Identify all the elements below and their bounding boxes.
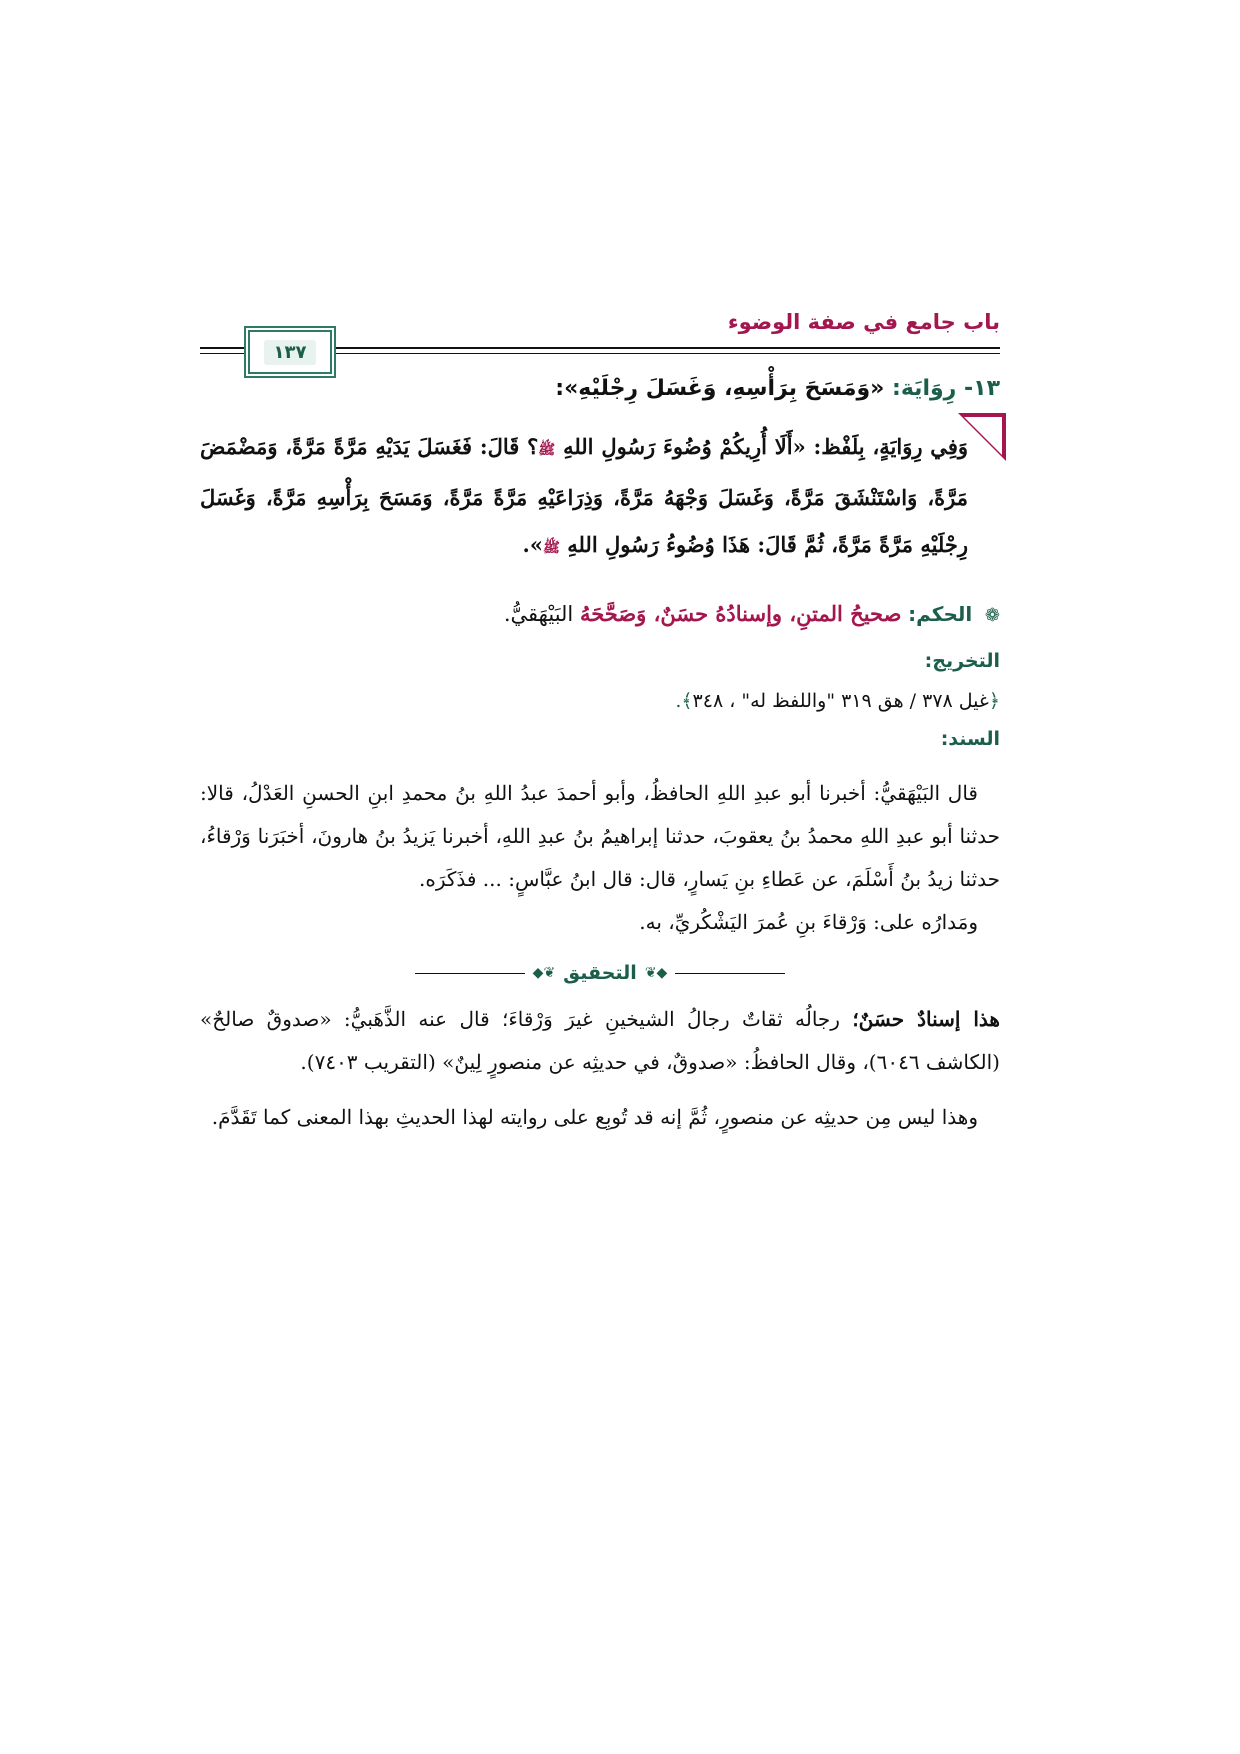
salawat-glyph-2: ﷺ <box>542 540 560 556</box>
page-number-frame <box>248 330 332 374</box>
tahqiq-para1-text: رجالُه ثقاتٌ رجالُ الشيخينِ غيرَ وَرْقاءَ؛ قال عنه الذَّهَبيُّ: «صدوقٌ صالحٌ» (الكاشف ٦٠٤٦)، وقال الحافظُ: «صدوقٌ، في حديثِه عن منصورٍ لِينٌ» (التقريب ٧٤٠٣). <box>200 1007 1000 1074</box>
hadith-text-end: ». <box>522 532 543 557</box>
hadith-text-block <box>200 423 1000 572</box>
bracket-open: ﴿ <box>988 690 1000 712</box>
book-page <box>200 280 1000 1139</box>
ruling-value: صحيحُ المتنِ، وإسنادُهُ حسَنٌ، وَصَحَّحَهُ <box>579 601 902 626</box>
ruling-label: الحكم: <box>908 602 973 626</box>
hadith-text <box>200 423 968 572</box>
takhrij-refs: غيل ٣٧٨ / هق ٣١٩ "واللفظ له" ، ٣٤٨ <box>692 690 989 712</box>
divider-ornament-icon: ◆❦ <box>644 965 668 981</box>
hadith-heading-label: رِوَايَة: <box>892 376 957 401</box>
sanad-heading: السند: <box>940 728 1000 750</box>
flower-ornament-icon: ❁ <box>984 605 1000 626</box>
ruling <box>200 594 1000 636</box>
divider-ornament-icon-2: ❦◆ <box>532 965 556 981</box>
hadith-heading-quote: «وَمَسَحَ بِرَأْسِهِ، وَغَسَلَ رِجْلَيْهِ»: <box>555 376 885 401</box>
corner-ornament-inner <box>964 417 1002 455</box>
bracket-close: ﴾. <box>675 690 693 712</box>
takhrij-text <box>200 690 1000 712</box>
hadith-text-part1: وَفِي رِوَايَةٍ، بِلَفْظ: «أَلَا أُرِيكُمْ وُضُوءَ رَسُولِ اللهِ <box>563 434 968 459</box>
ruling-by: البَيْهَقيُّ. <box>503 602 574 626</box>
page-header <box>200 280 1000 390</box>
madar-text: ومَدارُه على: وَرْقاءَ بنِ عُمرَ اليَشْكُريِّ، به. <box>639 910 978 934</box>
takhrij-heading: التخريج: <box>924 650 1000 672</box>
tahqiq-paragraph-1 <box>200 998 1000 1084</box>
hadith-number: ١٣- <box>964 376 1000 401</box>
tahqiq-heading: التحقيق <box>563 962 637 984</box>
divider-line-left <box>415 973 525 974</box>
hadith-text-part2: ؟ قَالَ: فَغَسَلَ يَدَيْهِ مَرَّةً مَرَّةً، وَمَضْمَضَ مَرَّةً، وَاسْتَنْشَقَ مَرَّةً، وَغَسَلَ وَجْهَهُ مَرَّةً، وَذِرَاعَيْهِ مَرَّةً مَرَّةً، وَمَسَحَ بِرَأْسِهِ مَرَّةً، وَغَسَلَ رِجْلَيْهِ مَرَّةً مَرَّةً، ثُمَّ قَالَ: هَذَا وُضُوءُ رَسُولِ اللهِ <box>200 434 968 557</box>
tahqiq-bold-lead: هذا إسنادٌ حسَنٌ؛ <box>852 1007 1000 1031</box>
tahqiq-paragraph-2: وهذا ليس مِن حديثِه عن منصورٍ، ثُمَّ إنه قد تُوبِع على روايته لهذا الحديثِ بهذا المعنى كما تَقَدَّمَ. <box>211 1105 978 1129</box>
tahqiq-divider <box>200 962 1000 984</box>
chapter-title: باب جامع في صفة الوضوء <box>727 310 1000 334</box>
page-number: ١٣٧ <box>264 340 317 365</box>
sanad-text: قال البَيْهَقيُّ: أخبرنا أبو عبدِ اللهِ الحافظُ، وأبو أحمدَ عبدُ اللهِ بنُ محمدِ ابنِ الحسنِ العَدْلُ، قالا: حدثنا أبو عبدِ اللهِ محمدُ بنُ يعقوبَ، حدثنا إبراهيمُ بنُ عبدِ اللهِ، أخبرنا يَزيدُ بنُ هارونَ، أخبَرَنا وَرْقاءُ، حدثنا زيدُ بنُ أَسْلَمَ، عن عَطاءِ بنِ يَسارٍ، قال: قال ابنُ عبَّاسٍ: ... فذَكَرَه. <box>200 781 1000 891</box>
divider-line-right <box>675 973 785 974</box>
salawat-glyph: ﷺ <box>538 442 556 458</box>
